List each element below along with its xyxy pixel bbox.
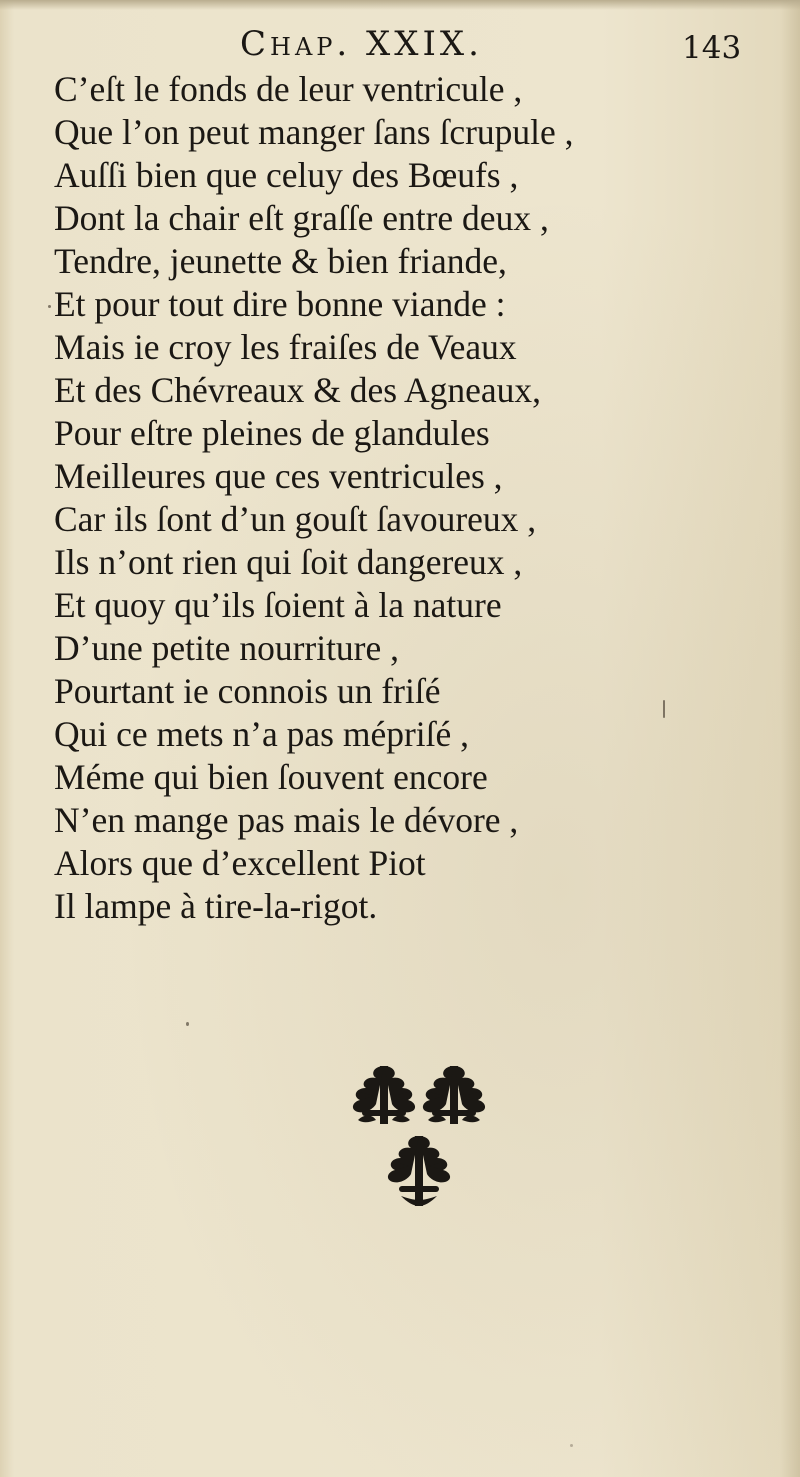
verse-line: Tendre, jeunette & bien friande, [54, 241, 507, 281]
ink-speck [186, 1022, 189, 1026]
ink-speck [48, 305, 51, 308]
verse-line: Pour eſtre pleines de glandules [54, 413, 490, 453]
verse-line: Meilleures que ces ventricules , [54, 456, 503, 496]
poem-verse [54, 68, 674, 928]
verse-line: Pourtant ie connois un friſé [54, 671, 441, 711]
ink-speck [663, 700, 665, 718]
verse-line: Qui ce mets n’a pas mépriſé , [54, 714, 470, 754]
printer-fleuron-icon [350, 1062, 490, 1212]
verse-line: N’en mange pas mais le dévore , [54, 800, 519, 840]
verse-line: Méme qui bien ſouvent encore [54, 757, 488, 797]
verse-line: Et quoy qu’ils ſoient à la nature [54, 585, 502, 625]
verse-line: Et pour tout dire bonne viande : [54, 284, 506, 324]
page-top-edge [0, 0, 800, 10]
running-head: Chap. XXIX. [240, 24, 483, 64]
verse-line: D’une petite nourriture , [54, 628, 400, 668]
ink-speck [570, 1444, 573, 1447]
page-number: 143 [682, 30, 742, 66]
verse-line: Que l’on peut manger ſans ſcrupule , [54, 112, 574, 152]
verse-line: Dont la chair eſt graſſe entre deux , [54, 198, 549, 238]
verse-line: Mais ie croy les fraiſes de Veaux [54, 327, 517, 367]
verse-line: Ils n’ont rien qui ſoit dangereux , [54, 542, 523, 582]
verse-line: C’eſt le fonds de leur ventricule , [54, 69, 523, 109]
verse-line: Et des Chévreaux & des Agneaux, [54, 370, 542, 410]
verse-line: Car ils ſont d’un gouſt ſavoureux , [54, 499, 537, 539]
verse-line: Il lampe à tire-la-rigot. [54, 886, 378, 926]
verse-line: Auſſi bien que celuy des Bœufs , [54, 155, 519, 195]
verse-line: Alors que d’excellent Piot [54, 843, 426, 883]
